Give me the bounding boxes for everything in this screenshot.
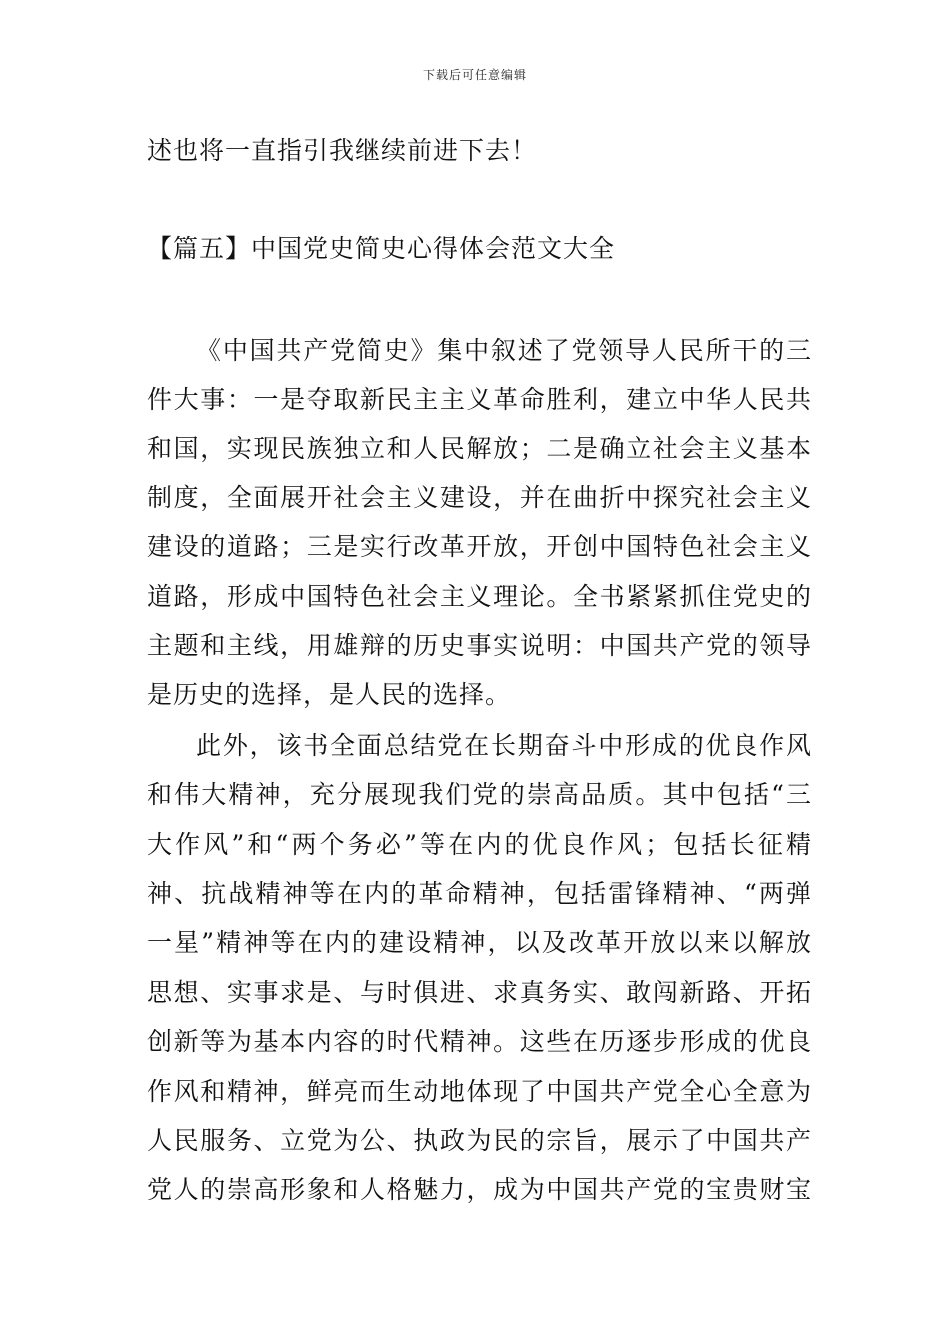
- paragraph-line: 建设的道路；三是实行改革开放，开创中国特色社会主义: [147, 532, 812, 561]
- paragraph-line: 党人的崇高形象和人格魅力，成为中国共产党的宝贵财宝: [147, 1175, 812, 1204]
- section-heading: 【篇五】中国党史简史心得体会范文大全: [147, 234, 616, 263]
- paragraph-line: 神、抗战精神等在内的革命精神，包括雷锋精神、“两弹: [147, 879, 812, 908]
- paragraph-line: 和国，实现民族独立和人民解放；二是确立社会主义基本: [147, 434, 812, 463]
- paragraph-line: 作风和精神，鲜亮而生动地体现了中国共产党全心全意为: [147, 1077, 812, 1106]
- paragraph-line: 大作风”和“两个务必”等在内的优良作风；包括长征精: [147, 830, 812, 859]
- continuation-text: 述也将一直指引我继续前进下去！: [147, 136, 538, 165]
- paragraph-line: 是历史的选择，是人民的选择。: [147, 680, 512, 709]
- paragraph-line: 制度，全面展开社会主义建设，并在曲折中探究社会主义: [147, 483, 812, 512]
- page-header: 下载后可任意编辑: [422, 68, 527, 82]
- paragraph-line: 思想、实事求是、与时俱进、求真务实、敢闯新路、开拓: [147, 978, 812, 1007]
- paragraph-line: 此外，该书全面总结党在长期奋斗中形成的优良作风: [196, 731, 812, 760]
- paragraph-line: 和伟大精神，充分展现我们党的崇高品质。其中包括“三: [147, 780, 812, 809]
- paragraph-line: 一星”精神等在内的建设精神，以及改革开放以来以解放: [147, 928, 812, 957]
- paragraph-line: 主题和主线，用雄辩的历史事实说明：中国共产党的领导: [147, 631, 812, 660]
- paragraph-line: 道路，形成中国特色社会主义理论。全书紧紧抓住党史的: [147, 582, 812, 611]
- paragraph-line: 件大事：一是夺取新民主主义革命胜利，建立中华人民共: [147, 385, 812, 414]
- paragraph-line: 人民服务、立党为公、执政为民的宗旨，展示了中国共产: [147, 1126, 812, 1155]
- paragraph-line: 《中国共产党简史》集中叙述了党领导人民所干的三: [196, 336, 812, 365]
- paragraph-line: 创新等为基本内容的时代精神。这些在历逐步形成的优良: [147, 1027, 812, 1056]
